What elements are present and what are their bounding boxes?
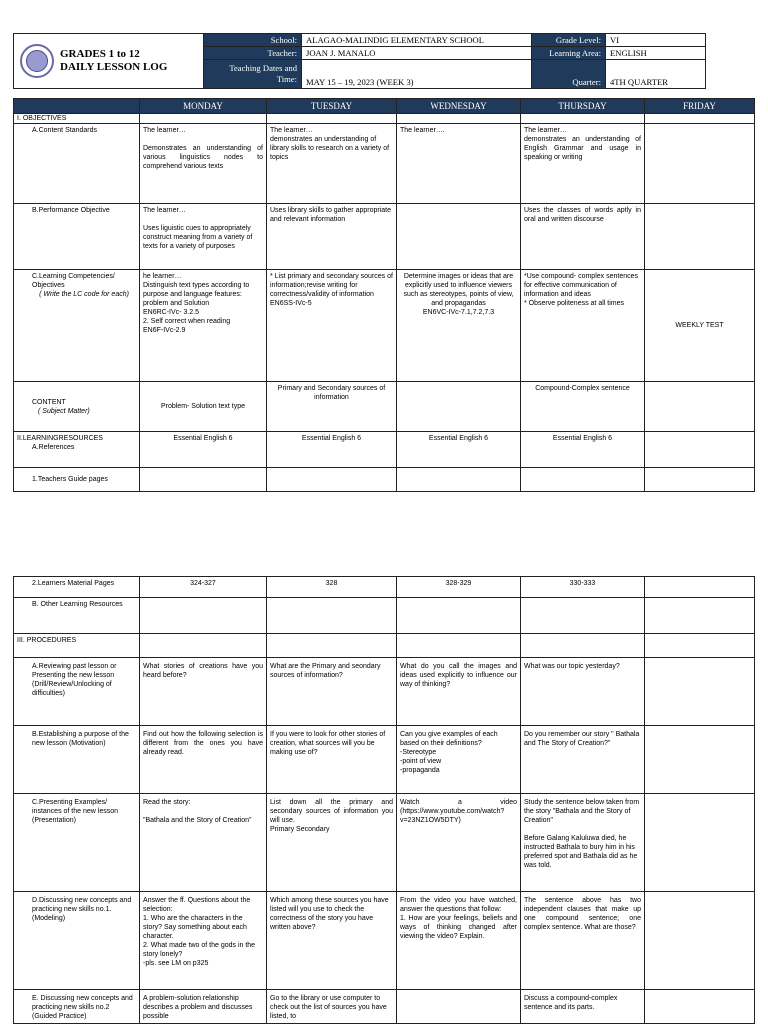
quarter-value: 4TH QUARTER [606,60,706,89]
cell-discussing-1-tue: Which among these sources you have listed will you use to check the correctness of the story you have written above? [267,892,397,990]
quarter-label: Quarter: [532,60,606,89]
cell-purpose-tue: If you were to look for other stories of creation, what sources will you be making use of? [267,726,397,794]
corner-header [14,99,140,114]
row-label-materials: 2.Learners Material Pages [14,577,140,598]
grade-value: VI [606,34,706,47]
cell-content-thu: Compound-Complex sentence [521,382,645,432]
school-label: School: [204,34,302,47]
row-label-discussing-2: E. Discussing new concepts and practicing new skills no.2 (Guided Practice) [14,990,140,1024]
cell-discussing-1-thu: The sentence above has two independent clauses that make up one compound sentence; one complex sentence. What are those? [521,892,645,990]
row-label-reviewing: A.Reviewing past lesson or Presenting the new lesson (Drill/Review/Unlocking of difficulties) [14,658,140,726]
row-label-content-standards: A.Content Standards [14,124,140,204]
cell-discussing-2-tue: Go to the library or use computer to check out the list of sources you have listed, to [267,990,397,1024]
logo-line-1: GRADES 1 to 12 [60,48,140,60]
cell-discussing-2-mon: A problem-solution relationship describes a problem and discusses possible [140,990,267,1024]
cell-purpose-thu: Do you remember our story " Bathala and The Story of Creation?" [521,726,645,794]
row-label-other-resources: B. Other Learning Resources [14,598,140,634]
cell-presenting-mon: Read the story: "Bathala and the Story of Creation" [140,794,267,892]
cell-materials-mon: 324-327 [140,577,267,598]
day-header-wednesday: WEDNESDAY [397,99,521,114]
cell-references-mon: Essential English 6 [140,432,267,468]
cell-discussing-1-wed: From the video you have watched, answer the questions that follow: 1. How are your feelings, beliefs and ways of thinking changed after viewing the video? Explain. [397,892,521,990]
cell-content-tue: Primary and Secondary sources of information [267,382,397,432]
day-header-friday: FRIDAY [645,99,755,114]
row-note-competencies: ( Write the LC code for each) [39,291,129,298]
cell-reviewing-thu: What was our topic yesterday? [521,658,645,726]
cell-competencies-fri: WEEKLY TEST [645,270,755,382]
cell-competencies-thu: *Use compound- complex sentences for effective communication of information and ideas * Observe politeness at all times [521,270,645,382]
cell-references-tue: Essential English 6 [267,432,397,468]
cell-references-wed: Essential English 6 [397,432,521,468]
grade-label: Grade Level: [532,34,606,47]
cell-competencies-mon: he learner… Distinguish text types according to purpose and language features: problem and Solution EN6RC-IVc- 3.2.5 2. Self correct when reading EN6F-IVc-2.9 [140,270,267,382]
row-label-purpose: B.Establishing a purpose of the new lesson (Motivation) [14,726,140,794]
cell-content-mon: Problem- Solution text type [140,382,267,432]
cell-reviewing-wed: What do you call the images and ideas used explicitly to influence our way of thinking? [397,658,521,726]
cell-presenting-tue: List down all the primary and secondary sources of information you will use. Primary Secondary [267,794,397,892]
deped-seal-icon [20,44,54,78]
row-label-presenting: C.Presenting Examples/ instances of the new lesson (Presentation) [14,794,140,892]
row-label-content: CONTENT [32,398,66,406]
day-header-thursday: THURSDAY [521,99,645,114]
header-table [13,33,706,89]
row-label-references: A.References [32,444,75,451]
cell-discussing-1-mon: Answer the ff. Questions about the selection: 1. Who are the characters in the story? Say something about each character. 2. What made two of the gods in the story lonely? -pls. see LM on p325 [140,892,267,990]
cell-performance-mon: The learner… Uses liguistic cues to appropriately construct meaning from a variety of texts for a variety of purposes [140,204,267,270]
cell-content-standards-tue: The learner… demonstrates an understanding of library skills to research on a variety of topics [267,124,397,204]
cell-competencies-wed: Determine images or ideas that are explicitly used to influence viewers such as stereotypes, points of view, and propagandas EN6VC-IVc-7.1,7.2,7.3 [397,270,521,382]
cell-performance-tue: Uses library skills to gather appropriate and relevant information [267,204,397,270]
cell-materials-thu: 330-333 [521,577,645,598]
logo-block [14,34,204,89]
cell-materials-tue: 328 [267,577,397,598]
lesson-table-2 [13,576,755,1024]
cell-presenting-thu: Study the sentence below taken from the story "Bathala and the Story of Creation" Before Galang Kaluluwa died, he instructed Bathala to bury him in his preferred spot and Bathala did as he was told. [521,794,645,892]
dates-value: MAY 15 – 19, 2023 (WEEK 3) [302,60,532,89]
cell-performance-thu: Uses the classes of words aptly in oral and written discourse [521,204,645,270]
section-procedures: III. PROCEDURES [14,634,140,658]
cell-materials-wed: 328-329 [397,577,521,598]
row-label-discussing-1: D.Discussing new concepts and practicing new skills no.1. (Modeling) [14,892,140,990]
area-label: Learning Area: [532,47,606,60]
cell-reviewing-mon: What stories of creations have you heard before? [140,658,267,726]
row-label-teachers-guide: 1.Teachers Guide pages [14,468,140,492]
logo-line-2: DAILY LESSON LOG [60,61,168,73]
cell-content-standards-wed: The learner…. [397,124,521,204]
section-objectives: I. OBJECTIVES [14,114,140,124]
row-label-performance: B.Performance Objective [14,204,140,270]
cell-discussing-2-thu: Discuss a compound-complex sentence and its parts. [521,990,645,1024]
day-header-monday: MONDAY [140,99,267,114]
lesson-table-1 [13,98,755,492]
cell-references-thu: Essential English 6 [521,432,645,468]
row-label-competencies: C.Learning Competencies/ Objectives [32,273,115,289]
school-value: ALAGAO-MALINDIG ELEMENTARY SCHOOL [302,34,532,47]
day-header-tuesday: TUESDAY [267,99,397,114]
cell-reviewing-tue: What are the Primary and seondary sources of information? [267,658,397,726]
cell-purpose-wed: Can you give examples of each based on their definitions? -Stereotype -point of view -propaganda [397,726,521,794]
cell-competencies-tue: * List primary and secondary sources of information;revise writing for correctness/validity of information EN6SS-IVc-5 [267,270,397,382]
teacher-label: Teacher: [204,47,302,60]
teacher-value: JOAN J. MANALO [302,47,532,60]
cell-purpose-mon: Find out how the following selection is different from the ones you have already read. [140,726,267,794]
area-value: ENGLISH [606,47,706,60]
cell-content-standards-thu: The learner… demonstrates an understanding of English Grammar and usage in speaking or writing [521,124,645,204]
row-note-content: ( Subject Matter) [38,407,90,415]
dates-label: Teaching Dates and Time: [204,60,302,89]
cell-content-standards-mon: The learner… Demonstrates an understanding of various linguistics nodes to comprehend various texts [140,124,267,204]
cell-presenting-wed: Watch a video (https://www.youtube.com/watch?v=23NZ1OW5DTY) [397,794,521,892]
row-label-resources: II.LEARNINGRESOURCES [17,435,103,442]
